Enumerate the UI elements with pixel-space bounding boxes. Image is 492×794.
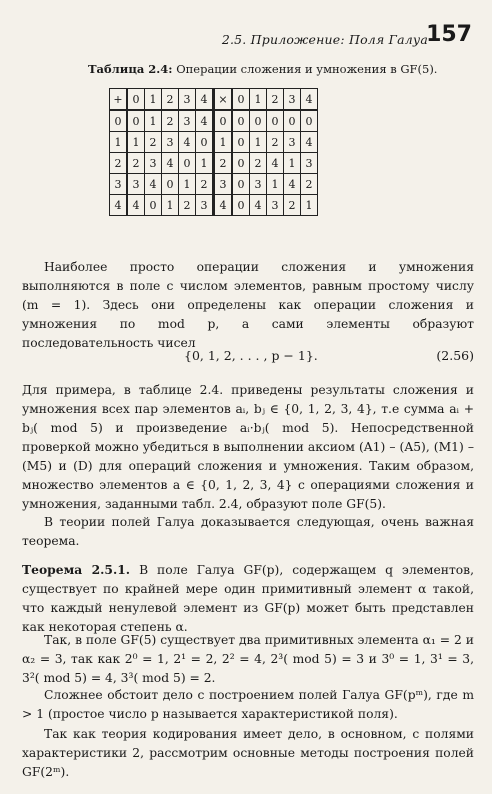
paragraph-theorem-intro: В теории полей Галуа доказывается следующая, очень важная теорема. xyxy=(22,515,474,548)
table-cell: 4 xyxy=(250,195,267,216)
table-cell: 3 xyxy=(284,89,301,111)
table-cell: 3 xyxy=(127,174,145,195)
table-cell: 4 xyxy=(284,174,301,195)
table-cell: 2 xyxy=(267,132,284,153)
table-cell: 1 xyxy=(215,132,233,153)
equation-expression: {0, 1, 2, . . . , p − 1}. xyxy=(184,348,318,363)
table-cell: 3 xyxy=(215,174,233,195)
table-cell: 2 xyxy=(267,89,284,111)
table-cell: 2 xyxy=(215,153,233,174)
addition-table xyxy=(109,88,214,216)
equation-2-56 xyxy=(22,348,474,370)
table-cell: 3 xyxy=(110,174,128,195)
table-cell: 0 xyxy=(145,195,162,216)
table-cell: 3 xyxy=(301,153,318,174)
table-cell: 0 xyxy=(110,110,128,132)
table-cell: 0 xyxy=(232,110,250,132)
table-caption xyxy=(88,62,448,76)
table-cell: 0 xyxy=(301,110,318,132)
table-row xyxy=(215,153,318,174)
table-cell: 0 xyxy=(232,89,250,111)
table-cell: 2 xyxy=(127,153,145,174)
table-cell: 0 xyxy=(232,132,250,153)
table-cell: 1 xyxy=(301,195,318,216)
table-cell: 4 xyxy=(145,174,162,195)
table-cell: 1 xyxy=(145,89,162,111)
table-cell: 1 xyxy=(110,132,128,153)
table-cell: 0 xyxy=(127,110,145,132)
table-cell: 1 xyxy=(250,89,267,111)
table-cell: 4 xyxy=(196,89,214,111)
table-cell: 2 xyxy=(301,174,318,195)
table-cell: 4 xyxy=(301,89,318,111)
table-cell: 4 xyxy=(110,195,128,216)
paragraph-extension-fields: Сложнее обстоит дело с построением полей Галуа GF(pᵐ), где m > 1 (простое число p называется характеристикой поля). xyxy=(22,688,474,721)
table-cell: 3 xyxy=(179,110,196,132)
table-cell: 1 xyxy=(196,153,214,174)
table-cell: 1 xyxy=(250,132,267,153)
theorem-text: В поле Галуа GF(p), содержащем q элементов, существует по крайней мере один примитивный элемент α такой, что каждый ненулевой элемент из GF(p) может быть представлен как некоторая степень α. xyxy=(22,563,474,634)
table-cell: 4 xyxy=(127,195,145,216)
table-cell: 4 xyxy=(162,153,179,174)
equation-number: (2.56) xyxy=(436,348,474,363)
table-cell: 3 xyxy=(162,132,179,153)
table-cell: 0 xyxy=(196,132,214,153)
paragraph-char-2: Так как теория кодирования имеет дело, в основном, с полями характеристики 2, рассмотрим основные методы построения полей GF(2ᵐ). xyxy=(22,727,474,779)
paragraph-intro: Наиболее просто операции сложения и умножения выполняются в поле с числом элементов, равным простому числу (m = 1). Здесь они определены как операции сложения и умножения по mod p, а сами элементы образуют последовательность чисел xyxy=(22,260,474,350)
table-cell: 3 xyxy=(145,153,162,174)
table-cell: 1 xyxy=(267,174,284,195)
table-cell: 3 xyxy=(267,195,284,216)
table-row xyxy=(215,110,318,132)
paragraph-example: Для примера, в таблице 2.4. приведены результаты сложения и умножения всех пар элементов aᵢ, bⱼ ∈ {0, 1, 2, 3, 4}, т.е сумма aᵢ + bⱼ( mod 5) и произведение aᵢ·bⱼ( mod 5). Непосредственной проверкой можно убедиться в выполнении аксиом (A1) – (A5), (M1) – (M5) и (D) для операций сложения и умножения. Таким образом, множество элементов a ∈ {0, 1, 2, 3, 4} с операциями сложения и умножения, заданными табл. 2.4, образуют поле GF(5). xyxy=(22,383,474,511)
table-cell: 2 xyxy=(162,89,179,111)
table-cell: 0 xyxy=(162,174,179,195)
table-cell: 4 xyxy=(301,132,318,153)
table-cell: 1 xyxy=(145,110,162,132)
table-cell: 4 xyxy=(196,110,214,132)
table-row xyxy=(110,153,214,174)
multiplication-table xyxy=(214,88,318,216)
theorem-label: Теорема 2.5.1. xyxy=(22,562,131,577)
operation-tables xyxy=(109,88,318,216)
page-number: 157 xyxy=(426,22,472,47)
table-cell: 3 xyxy=(196,195,214,216)
table-cell: 2 xyxy=(179,195,196,216)
table-cell: 0 xyxy=(267,110,284,132)
paragraph-primitive-elements: Так, в поле GF(5) существует два примитивных элемента α₁ = 2 и α₂ = 3, так как 2⁰ = 1, 2¹ = 2, 2² = 4, 2³( mod 5) = 3 и 3⁰ = 1, 3¹ = 3, 3²( mod 5) = 4, 3³( mod 5) = 2. xyxy=(22,633,474,685)
table-cell: 2 xyxy=(284,195,301,216)
table-cell: 0 xyxy=(250,110,267,132)
table-row xyxy=(215,174,318,195)
table-cell: 1 xyxy=(127,132,145,153)
table-cell: 2 xyxy=(145,132,162,153)
table-cell: 0 xyxy=(232,174,250,195)
table-cell: + xyxy=(110,89,128,111)
table-cell: 2 xyxy=(250,153,267,174)
table-cell: 3 xyxy=(284,132,301,153)
table-cell: 4 xyxy=(267,153,284,174)
table-header-row xyxy=(215,89,318,111)
table-cell: 1 xyxy=(162,195,179,216)
table-cell: 0 xyxy=(232,195,250,216)
table-row xyxy=(110,132,214,153)
table-cell: 0 xyxy=(215,110,233,132)
table-row xyxy=(110,110,214,132)
table-cell: 0 xyxy=(284,110,301,132)
table-row xyxy=(110,195,214,216)
table-row xyxy=(215,132,318,153)
table-cell: × xyxy=(215,89,233,111)
caption-text: Операции сложения и умножения в GF(5). xyxy=(176,62,438,76)
table-row xyxy=(110,174,214,195)
table-cell: 1 xyxy=(179,174,196,195)
table-cell: 1 xyxy=(284,153,301,174)
table-cell: 4 xyxy=(179,132,196,153)
table-header-row xyxy=(110,89,214,111)
section-title: 2.5. Приложение: Поля Галуа xyxy=(221,32,428,47)
table-cell: 4 xyxy=(215,195,233,216)
table-row xyxy=(215,195,318,216)
table-cell: 0 xyxy=(179,153,196,174)
table-cell: 0 xyxy=(232,153,250,174)
theorem-block xyxy=(22,560,474,637)
caption-label: Таблица 2.4: xyxy=(88,62,173,76)
table-cell: 2 xyxy=(196,174,214,195)
table-cell: 3 xyxy=(179,89,196,111)
table-cell: 2 xyxy=(110,153,128,174)
table-cell: 2 xyxy=(162,110,179,132)
table-cell: 0 xyxy=(127,89,145,111)
table-cell: 3 xyxy=(250,174,267,195)
running-head xyxy=(0,22,492,62)
